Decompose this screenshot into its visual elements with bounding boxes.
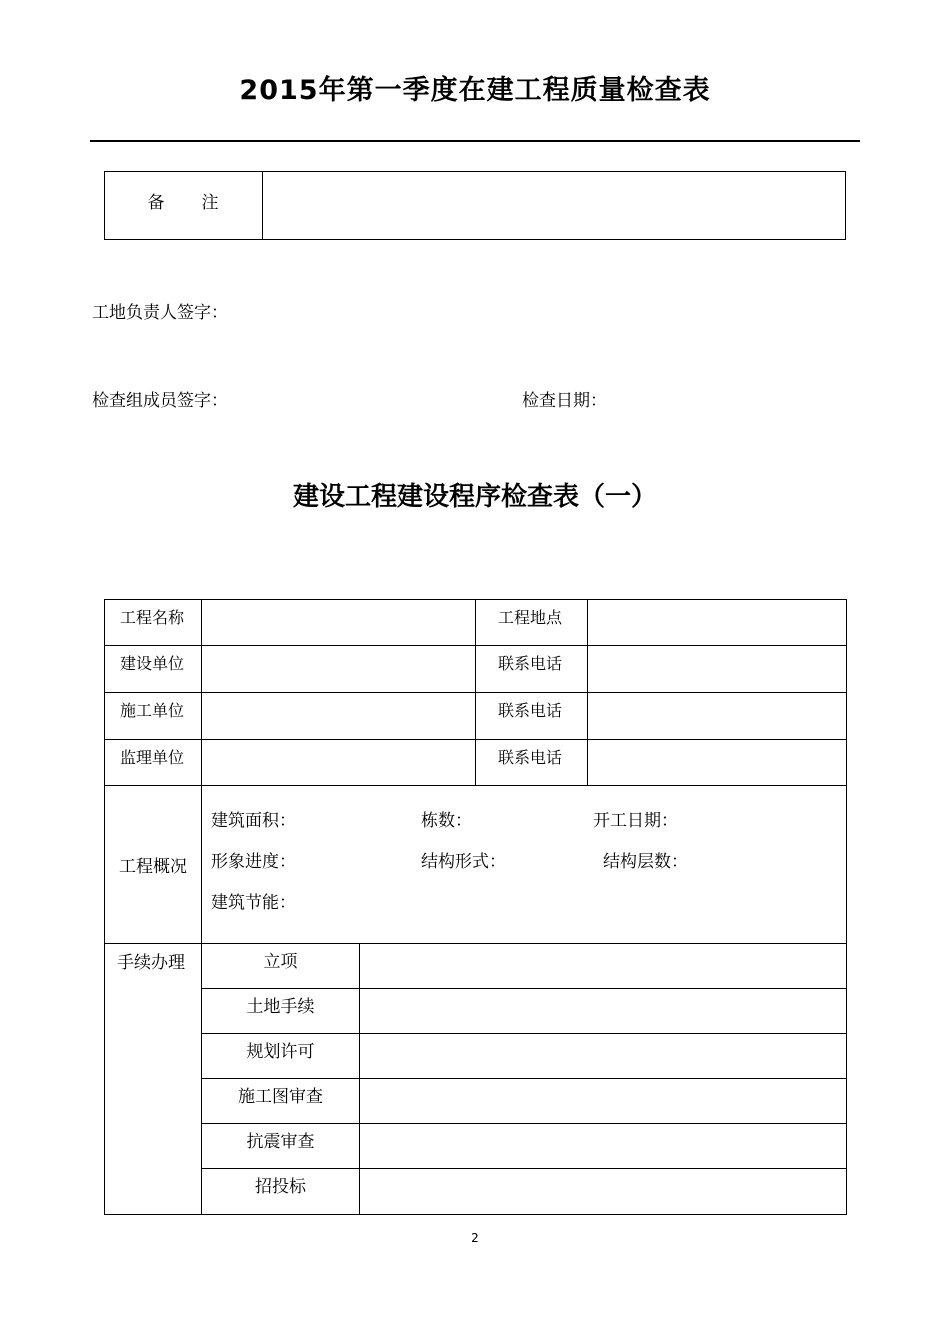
- project-overview-content: [202, 786, 847, 944]
- procedure-item: 规划许可: [202, 1034, 360, 1079]
- table-row: [105, 786, 847, 944]
- table-row: [105, 740, 847, 786]
- contractor-label: 施工单位: [105, 693, 202, 740]
- supervisor-value: [202, 740, 476, 786]
- form-title: 建设工程建设程序检查表（一）: [292, 482, 657, 512]
- structure-floors-label: 结构层数：: [603, 852, 688, 872]
- building-area-label: 建筑面积：: [211, 811, 296, 831]
- developer-value: [202, 646, 476, 693]
- table-row: [105, 600, 847, 646]
- table-row: [105, 693, 847, 740]
- contractor-value: [202, 693, 476, 740]
- project-name-label: 工程名称: [105, 600, 202, 646]
- title-divider: [90, 140, 860, 142]
- project-name-value: [202, 600, 476, 646]
- contractor-phone-value: [588, 693, 847, 740]
- page-number: 2: [471, 1231, 479, 1245]
- project-location-label: 工程地点: [476, 600, 588, 646]
- supervisor-phone-label: 联系电话: [476, 740, 588, 786]
- table-row: [105, 1169, 847, 1215]
- supervisor-phone-value: [588, 740, 847, 786]
- site-manager-signature-label: 工地负责人签字：: [92, 303, 228, 323]
- start-date-label: 开工日期：: [593, 811, 678, 831]
- procedure-item: 施工图审查: [202, 1079, 360, 1124]
- remarks-label: 备 注: [105, 172, 263, 239]
- developer-phone-value: [588, 646, 847, 693]
- procedure-value: [360, 989, 847, 1034]
- procedures-label: 手续办理: [105, 944, 202, 1215]
- contractor-phone-label: 联系电话: [476, 693, 588, 740]
- energy-saving-label: 建筑节能：: [211, 893, 296, 913]
- procedure-item: 招投标: [202, 1169, 360, 1215]
- structure-type-label: 结构形式：: [421, 852, 506, 872]
- table-row: [105, 944, 847, 989]
- inspector-signature-label: 检查组成员签字：: [92, 391, 228, 411]
- procedure-value: [360, 944, 847, 989]
- table-row: [105, 1124, 847, 1169]
- table-row: [105, 1079, 847, 1124]
- developer-phone-label: 联系电话: [476, 646, 588, 693]
- procedure-item: 土地手续: [202, 989, 360, 1034]
- document-title: 2015年第一季度在建工程质量检查表: [239, 75, 711, 106]
- table-row: [105, 646, 847, 693]
- procedure-value: [360, 1034, 847, 1079]
- progress-label: 形象进度：: [211, 852, 296, 872]
- supervisor-label: 监理单位: [105, 740, 202, 786]
- building-count-label: 栋数：: [421, 811, 472, 831]
- procedure-item: 立项: [202, 944, 360, 989]
- procedure-value: [360, 1124, 847, 1169]
- table-row: [105, 1034, 847, 1079]
- inspection-date-label: 检查日期：: [522, 391, 607, 411]
- procedure-check-table: [104, 599, 847, 1215]
- project-overview-label: 工程概况: [105, 786, 202, 944]
- remarks-box: [104, 171, 846, 240]
- procedure-item: 抗震审查: [202, 1124, 360, 1169]
- project-location-value: [588, 600, 847, 646]
- procedure-value: [360, 1169, 847, 1215]
- table-row: [105, 989, 847, 1034]
- procedure-value: [360, 1079, 847, 1124]
- developer-label: 建设单位: [105, 646, 202, 693]
